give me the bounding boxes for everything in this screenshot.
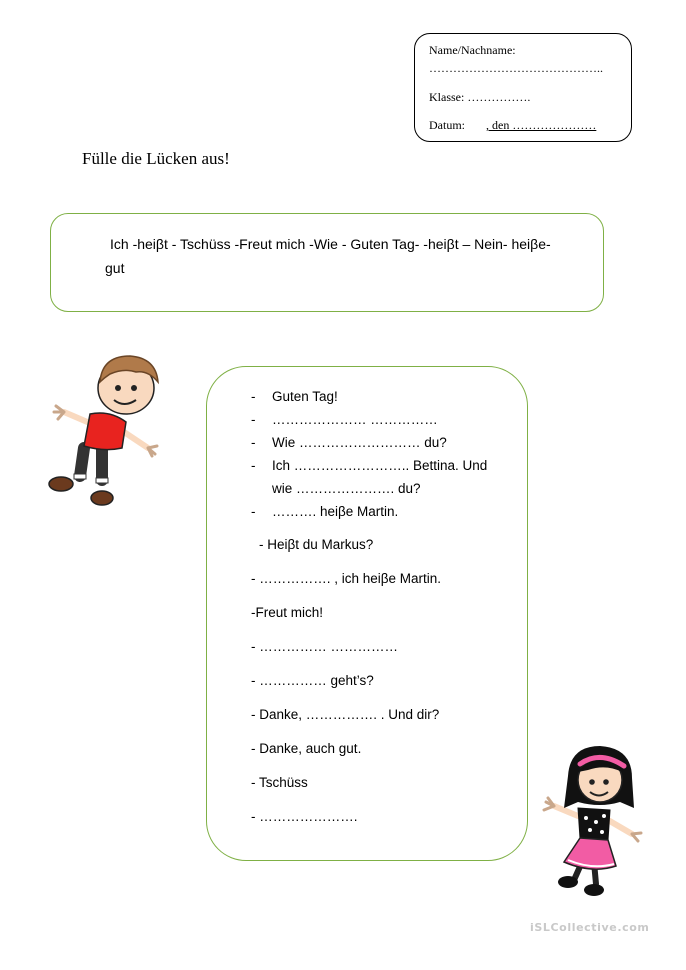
dialogue-box [206,366,528,861]
site-logo: iSLCollective.com [530,921,650,934]
word-bank-line-1: Ich -heiβt - Tschüss -Freut mich -Wie - Guten Tag- -heiβt – Nein- heiβe- [110,236,551,252]
dialogue-text: Wie ……………………… du? [272,435,447,450]
name-label: Name/Nachname: [429,43,516,57]
girl-illustration [536,742,648,902]
klasse-field[interactable]: ……………. [467,90,531,104]
word-bank-box [50,213,604,312]
dialogue-bullet: - [251,458,256,473]
dialogue-line[interactable]: - Danke, ……………. . Und dir? [251,707,440,722]
dialogue-bullet: - [251,389,256,404]
datum-field[interactable]: , den ………………… [486,118,597,132]
dialogue-bullet: - [251,412,256,427]
dialogue-text: Guten Tag! [272,389,338,404]
dialogue-line[interactable]: - …………… …………… [251,639,398,654]
name-field[interactable]: …………………………………….. [429,61,603,75]
klasse-label: Klasse: [429,90,465,104]
dialogue-line[interactable]: - Heiβt du Markus? [259,537,374,552]
dialogue-bullet: - [251,435,256,450]
dialogue-line[interactable]: -Freut mich! [251,605,324,620]
datum-label: Datum: [429,118,465,132]
student-info-box [414,33,632,142]
klasse-row [429,90,530,105]
dialogue-text: Ich …………………….. Bettina. Und [272,458,488,473]
word-bank-line-2: gut [105,260,125,276]
worksheet-title: Fülle die Lücken aus! [82,149,230,168]
dialogue-line[interactable]: - ……………. , ich heiβe Martin. [251,571,442,586]
dialogue-text: ………………… …………… [272,412,438,427]
datum-row [429,118,596,133]
dialogue-bullet: - [251,504,256,519]
dialogue-text: ………. heiβe Martin. [272,504,399,519]
dialogue-line[interactable]: - …………………. [251,809,358,824]
boy-illustration [44,348,168,512]
dialogue-line[interactable]: - Tschüss [251,775,308,790]
dialogue-line[interactable]: - Danke, auch gut. [251,741,362,756]
dialogue-line[interactable]: - …………… geht’s? [251,673,374,688]
dialogue-text: wie …………………. du? [272,481,421,496]
